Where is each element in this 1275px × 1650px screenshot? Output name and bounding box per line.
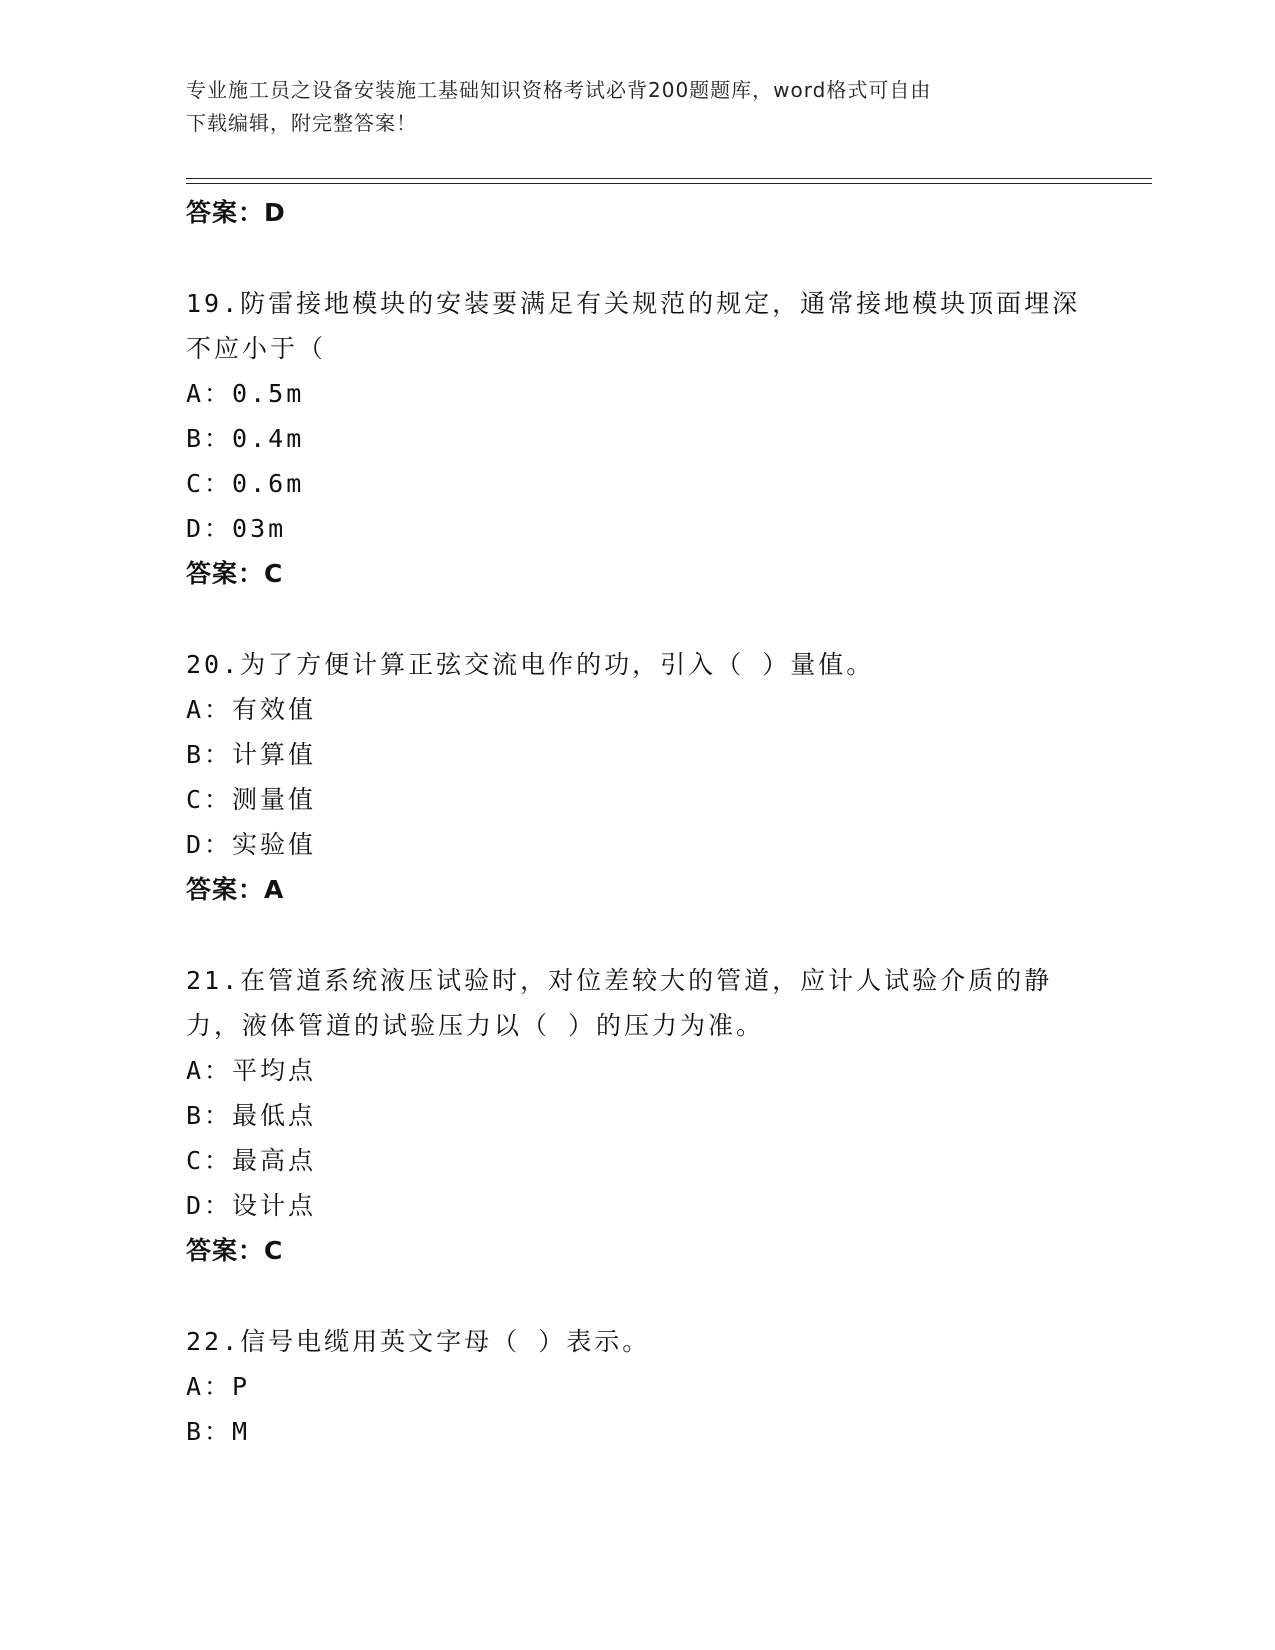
option-d: D：03m <box>186 514 287 543</box>
question-text: 21.在管道系统液压试验时，对位差较大的管道，应计人试验介质的静力，液体管道的试验压力以（ ）的压力为准。 <box>186 966 1053 1040</box>
question-20 <box>186 642 1086 912</box>
answer-line: 答案：A <box>186 875 285 904</box>
question-text: 20.为了方便计算正弦交流电作的功，引入（ ）量值。 <box>186 650 875 679</box>
answer-line: 答案：C <box>186 1236 284 1265</box>
option-c: C：0.6m <box>186 469 305 498</box>
option-b: B：最低点 <box>186 1101 317 1130</box>
answer-line: 答案：D <box>186 198 286 227</box>
option-a: A：平均点 <box>186 1056 317 1085</box>
question-21 <box>186 958 1086 1273</box>
header-line-1: 专业施工员之设备安装施工基础知识资格考试必背200题题库，word格式可自由 <box>186 78 932 102</box>
option-c: C：最高点 <box>186 1146 317 1175</box>
question-list <box>186 190 1086 1454</box>
option-b: B：0.4m <box>186 424 305 453</box>
page-header <box>186 74 1066 140</box>
question-text: 19.防雷接地模块的安装要满足有关规范的规定，通常接地模块顶面埋深不应小于（ <box>186 289 1081 363</box>
question-text: 22.信号电缆用英文字母（ ）表示。 <box>186 1327 651 1356</box>
question-22 <box>186 1319 1086 1454</box>
option-a: A：0.5m <box>186 379 305 408</box>
option-a: A：P <box>186 1372 251 1401</box>
header-divider <box>186 178 1152 179</box>
option-a: A：有效值 <box>186 695 317 724</box>
question-19 <box>186 281 1086 596</box>
option-b: B：M <box>186 1417 251 1446</box>
answer-line: 答案：C <box>186 559 284 588</box>
header-line-2: 下载编辑，附完整答案！ <box>186 111 417 135</box>
option-d: D：设计点 <box>186 1191 317 1220</box>
option-c: C：测量值 <box>186 785 317 814</box>
header-divider-second <box>186 183 1152 184</box>
option-d: D：实验值 <box>186 830 317 859</box>
option-b: B：计算值 <box>186 740 317 769</box>
